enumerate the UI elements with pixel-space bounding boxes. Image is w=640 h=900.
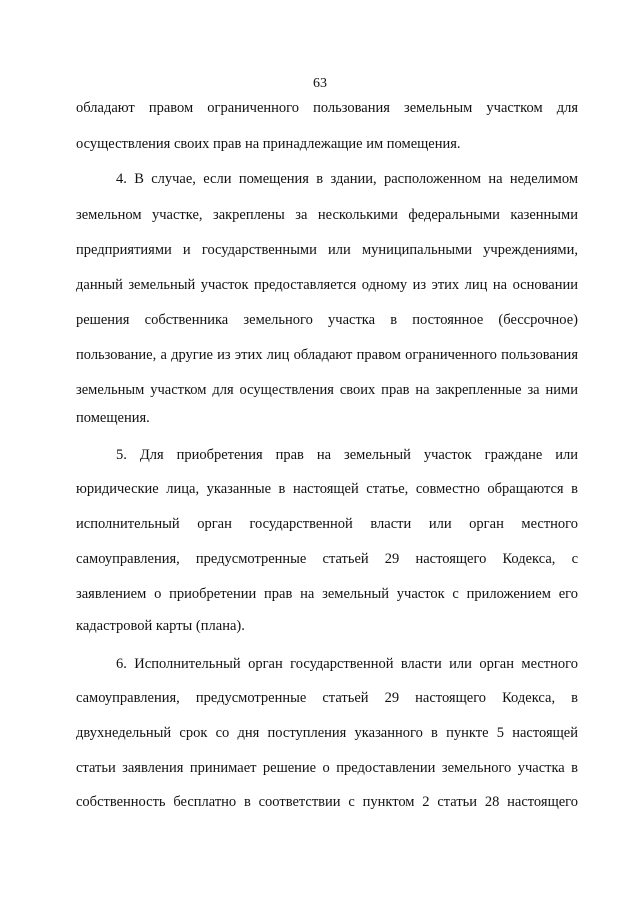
text-line: самоуправления, предусмотренные статьей 29 настоящего Кодекса, в [76,690,578,706]
text-line: юридические лица, указанные в настоящей статье, совместно обращаются в [76,481,578,497]
text-line: данный земельный участок предоставляется одному из этих лиц на основании [76,277,578,293]
text-line: земельным участком для осуществления своих прав на закрепленные за ними [76,382,578,398]
text-line: кадастровой карты (плана). [76,618,245,634]
paragraph-6-first-line: 6. Исполнительный орган государственной власти или орган местного [116,656,578,672]
text-line: двухнедельный срок со дня поступления указанного в пункте 5 настоящей [76,725,578,741]
text-line: заявлением о приобретении прав на земельный участок с приложением его [76,586,578,602]
text-line: осуществления своих прав на принадлежащие им помещения. [76,136,461,152]
text-line: статьи заявления принимает решение о предоставлении земельного участка в [76,760,578,776]
text-line: собственность бесплатно в соответствии с пунктом 2 статьи 28 настоящего [76,794,578,810]
page-number: 63 [313,76,327,91]
text-line: самоуправления, предусмотренные статьей 29 настоящего Кодекса, с [76,551,578,567]
text-line: решения собственника земельного участка в постоянное (бессрочное) [76,312,578,328]
text-line: обладают правом ограниченного пользования земельным участком для [76,100,578,116]
text-line: помещения. [76,410,150,426]
paragraph-4-first-line: 4. В случае, если помещения в здании, расположенном на неделимом [116,171,578,187]
text-line: исполнительный орган государственной власти или орган местного [76,516,578,532]
text-line: предприятиями и государственными или муниципальными учреждениями, [76,242,578,258]
paragraph-5-first-line: 5. Для приобретения прав на земельный участок граждане или [116,447,578,463]
text-line: пользование, а другие из этих лиц обладают правом ограниченного пользования [76,347,578,363]
text-line: земельном участке, закреплены за несколькими федеральными казенными [76,207,578,223]
